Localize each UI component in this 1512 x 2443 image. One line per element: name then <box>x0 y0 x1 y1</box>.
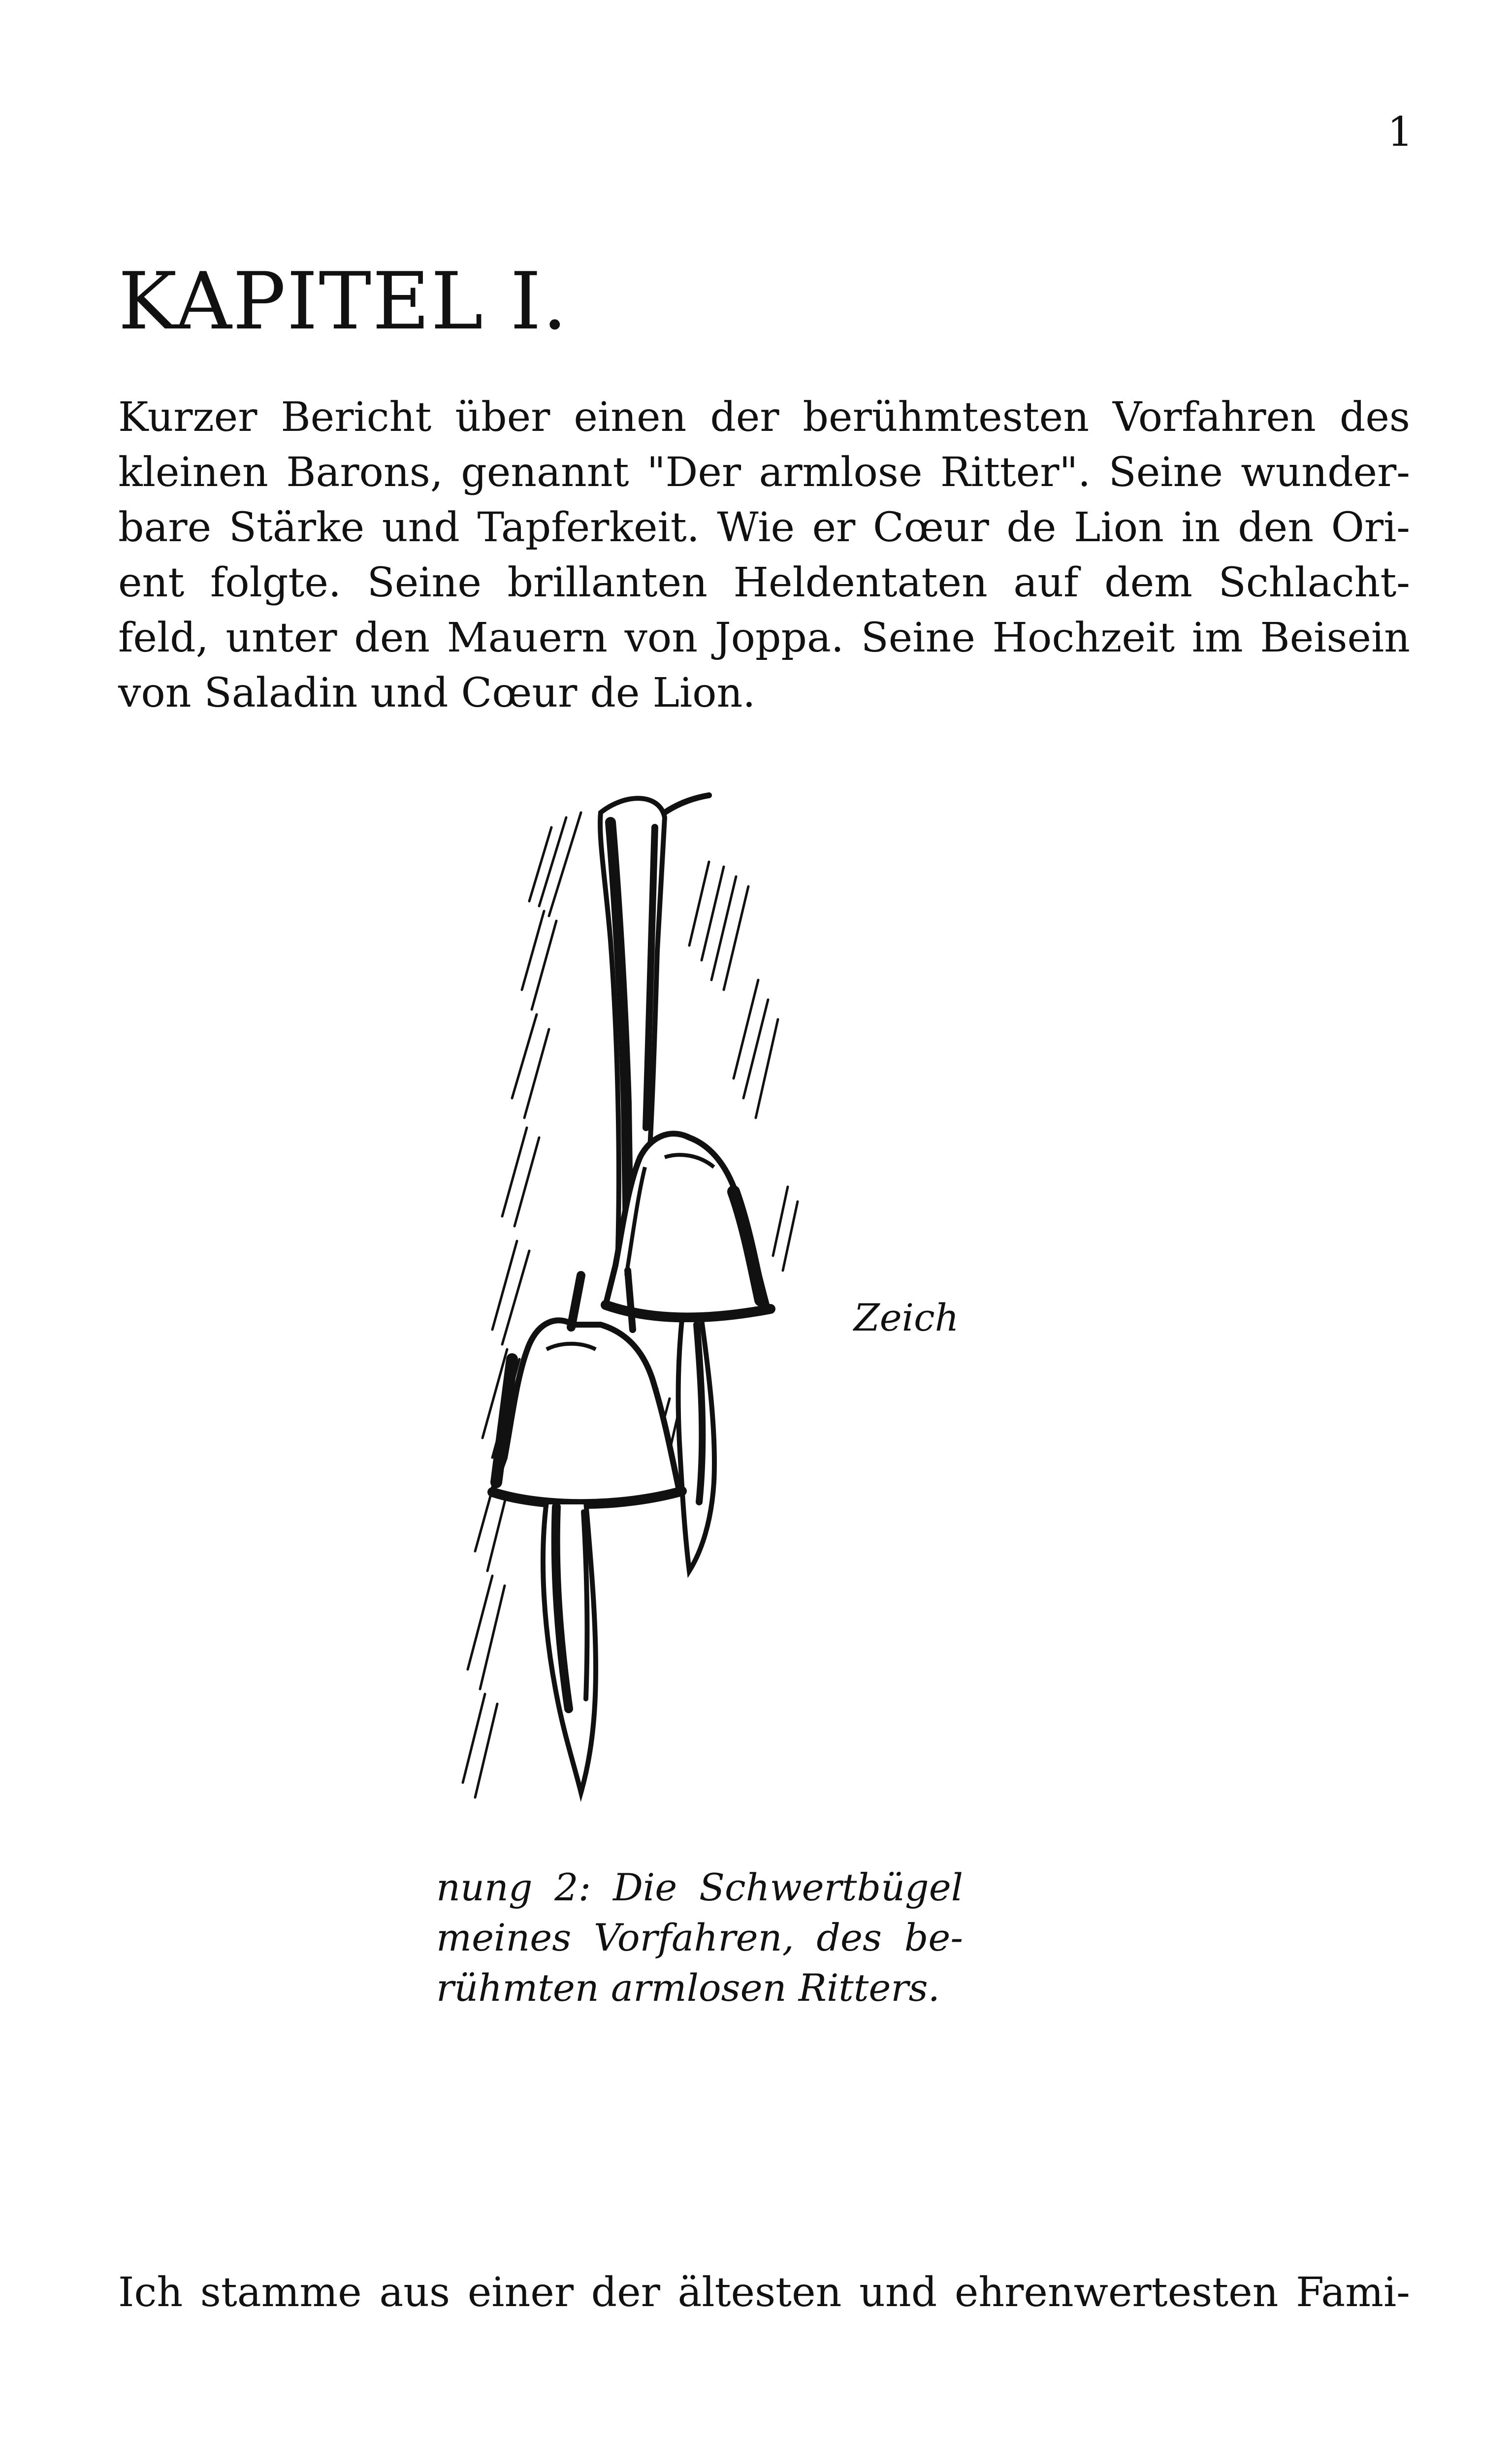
summary-line: von Saladin und Cœur de Lion. <box>118 670 756 717</box>
chapter-title: KAPITEL I. <box>118 255 569 347</box>
summary-line: kleinen Barons, genannt "Der armlose Ritter". Seine wunder- <box>118 449 1410 496</box>
hanging-strap-end <box>678 1320 714 1571</box>
page-number: 1 <box>1387 109 1413 156</box>
stirrups-illustration <box>433 783 876 1842</box>
summary-line: feld, unter den Mauern von Joppa. Seine Hochzeit im Beisein <box>118 615 1410 661</box>
stirrups-drawing <box>433 783 876 1842</box>
caption-line: nung 2: Die Schwertbügel <box>436 1865 963 1909</box>
lower-strap <box>543 1502 596 1792</box>
summary-line: bare Stärke und Tapferkeit. Wie er Cœur de Lion in den Ori- <box>118 504 1410 551</box>
figure-caption-start: Zeich <box>854 1296 959 1339</box>
summary-line: ent folgte. Seine brillanten Heldentaten auf dem Schlacht- <box>118 559 1410 606</box>
chapter-summary <box>118 390 1410 721</box>
caption-line: rühmten armlosen Ritters. <box>436 1966 940 2010</box>
summary-line: Kurzer Bericht über einen der berühmtesten Vorfahren des <box>118 394 1410 441</box>
figure-caption <box>436 1862 963 2013</box>
body-paragraph-start: Ich stamme aus einer der ältesten und ehrenwertesten Fami- <box>118 2269 1410 2316</box>
caption-line: meines Vorfahren, des be- <box>436 1916 963 1959</box>
